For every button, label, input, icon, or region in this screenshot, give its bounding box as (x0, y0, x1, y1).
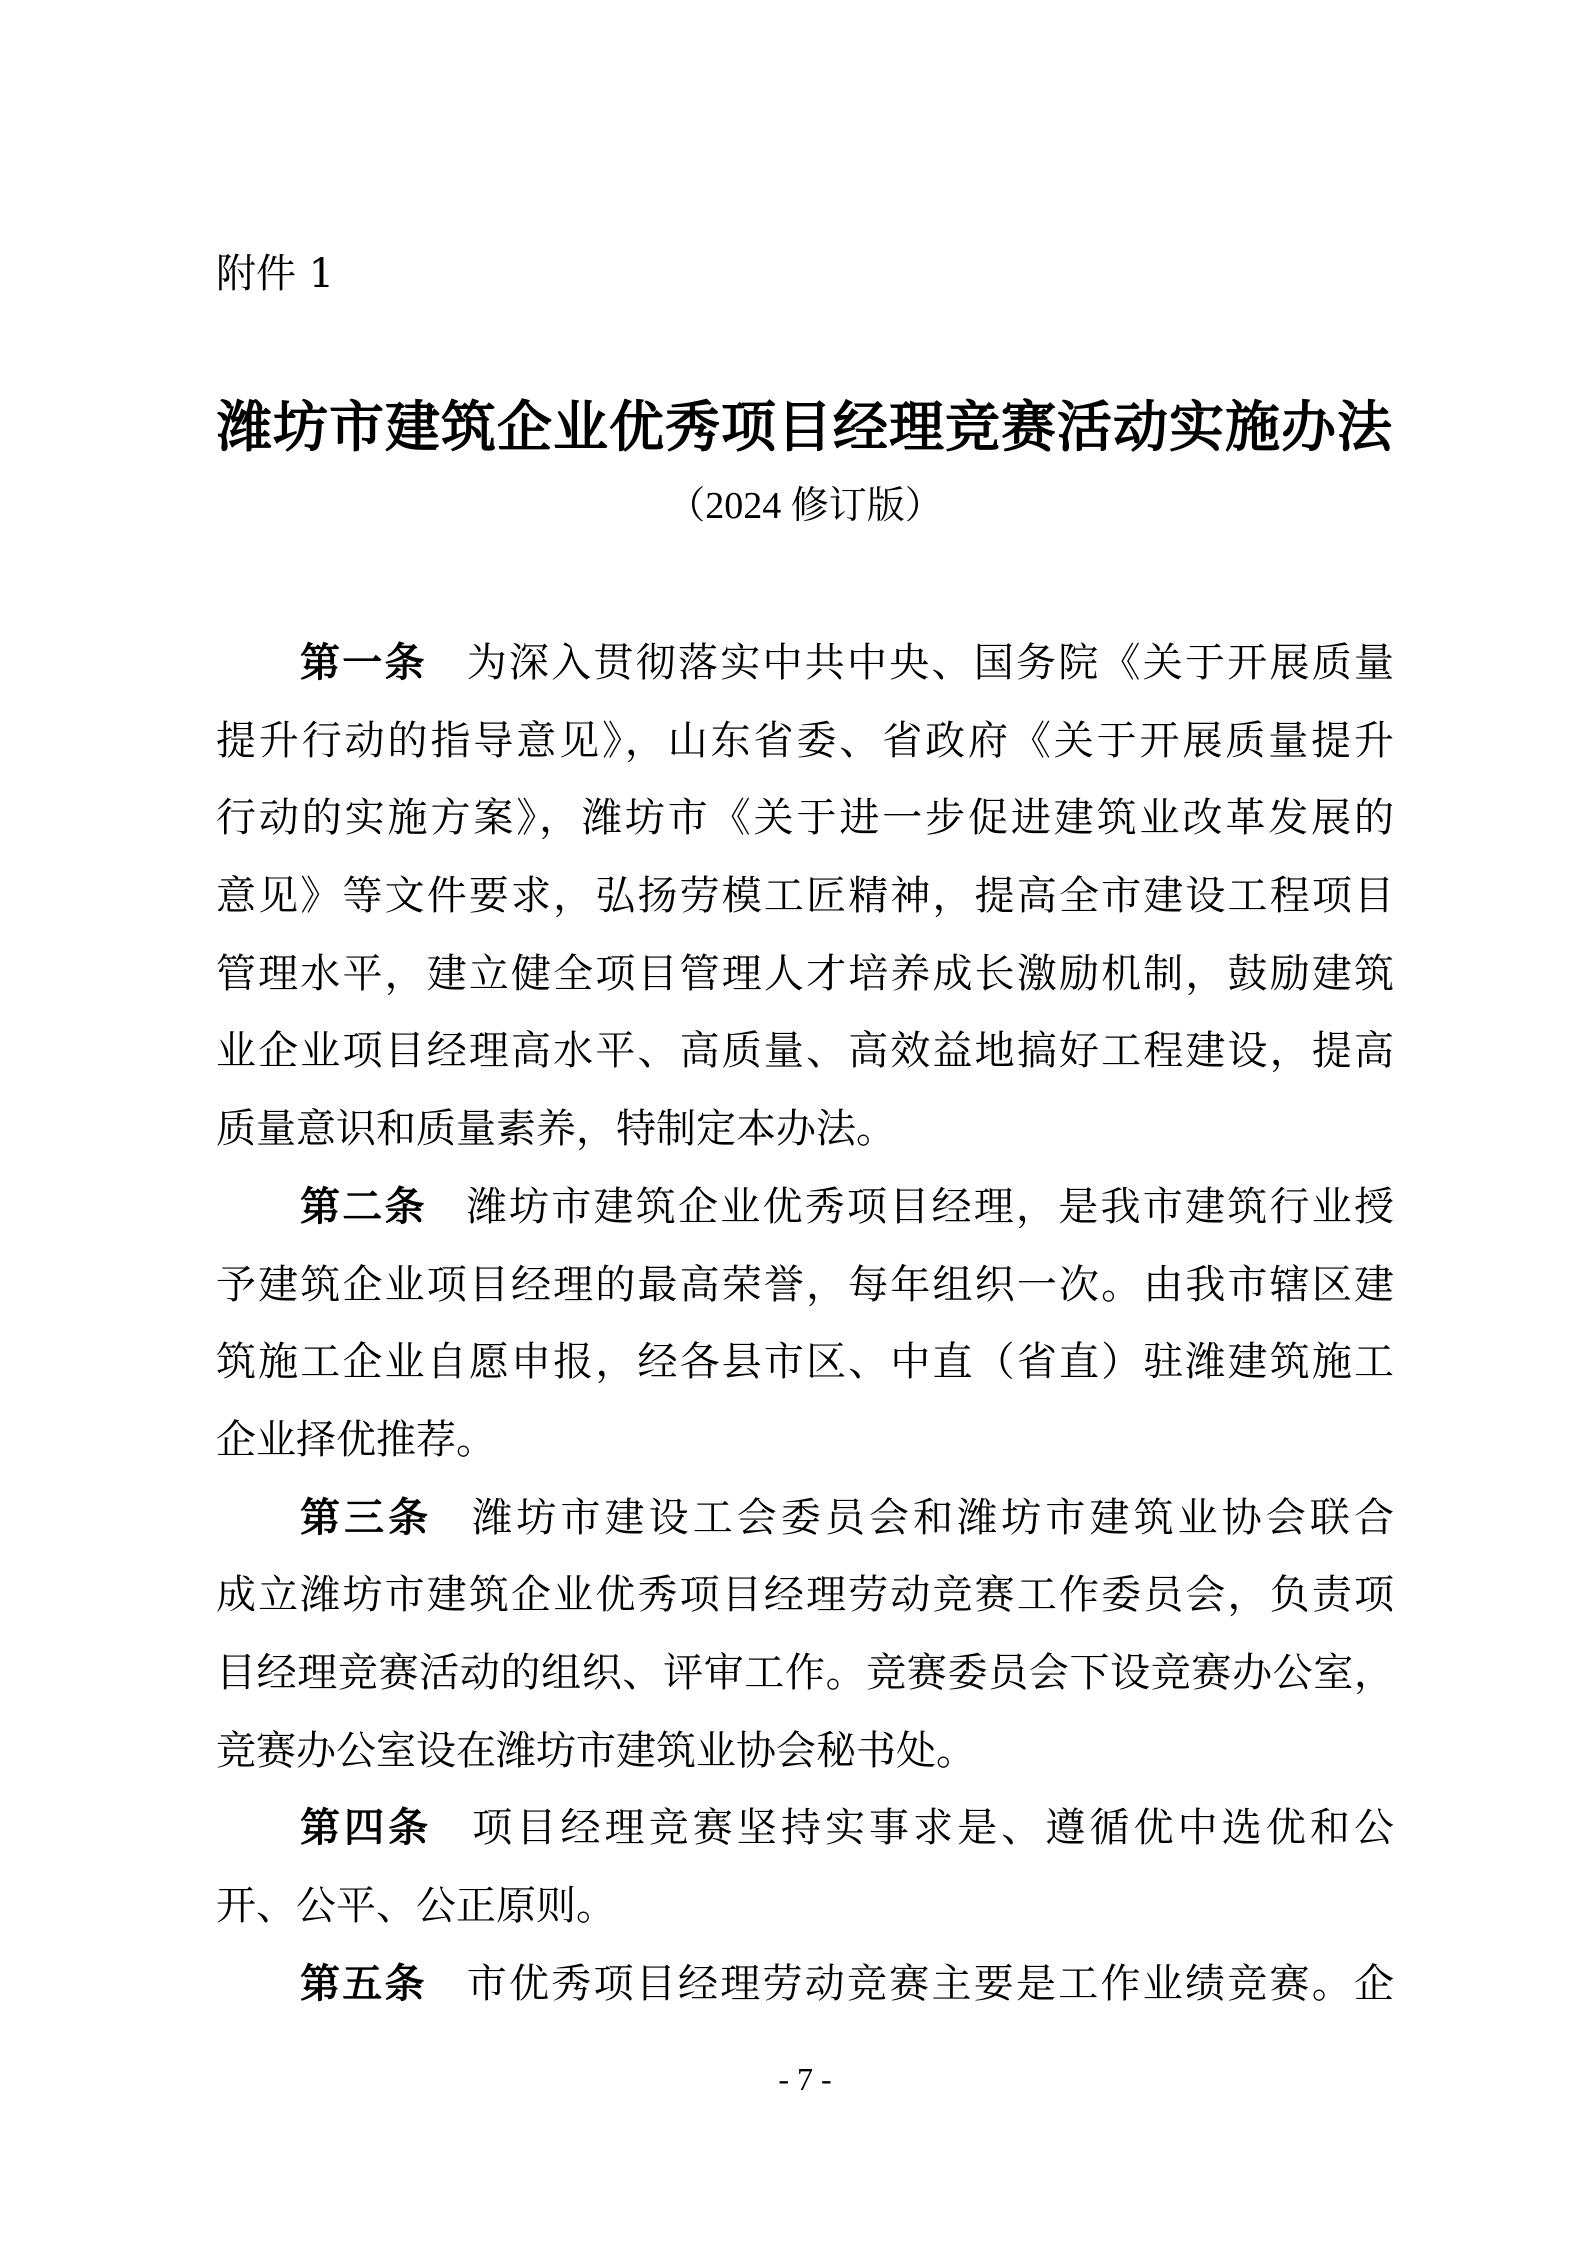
article-2 (216, 1169, 1394, 1480)
article-label: 第三条 (300, 1494, 433, 1541)
article-5 (216, 1946, 1394, 2024)
article-line: 竞赛办公室设在潍坊市建筑业协会秘书处。 (216, 1727, 976, 1774)
article-line: 行动的实施方案》，潍坊市《关于进一步促进建筑业改革发展的 (216, 795, 1394, 842)
article-label: 第五条 (300, 1960, 427, 2007)
article-line (216, 1169, 1394, 1247)
article-line (216, 1946, 1394, 2024)
article-line: 予建筑企业项目经理的最高荣誉，每年组织一次。由我市辖区建 (216, 1261, 1394, 1308)
article-text: 潍坊市建设工会委员会和潍坊市建筑业协会联合 (472, 1494, 1395, 1541)
article-label: 第二条 (300, 1183, 427, 1230)
article-line: 提升行动的指导意见》，山东省委、省政府《关于开展质量提升 (216, 717, 1394, 764)
article-line: 业企业项目经理高水平、高质量、高效益地搞好工程建设，提高 (216, 1028, 1394, 1075)
article-line (216, 1790, 1394, 1868)
document-body (216, 625, 1394, 2023)
article-line: 目经理竞赛活动的组织、评审工作。竞赛委员会下设竞赛办公室， (216, 1649, 1394, 1696)
article-line: 管理水平，建立健全项目管理人才培养成长激励机制，鼓励建筑 (216, 950, 1394, 997)
document-title: 潍坊市建筑企业优秀项目经理竞赛活动实施办法 (216, 394, 1393, 459)
article-line: 筑施工企业自愿申报，经各县市区、中直（省直）驻潍建筑施工 (216, 1339, 1394, 1386)
document-subtitle: （2024 修订版） (667, 485, 943, 527)
page-number: - 7 - (778, 2061, 832, 2097)
article-text: 为深入贯彻落实中共中央、国务院《关于开展质量 (466, 640, 1394, 686)
article-text: 潍坊市建筑企业优秀项目经理，是我市建筑行业授 (466, 1183, 1394, 1230)
article-text: 市优秀项目经理劳动竞赛主要是工作业绩竞赛。企 (466, 1960, 1394, 2007)
article-label: 第一条 (300, 640, 427, 686)
article-4 (216, 1790, 1394, 1945)
article-line (216, 625, 1394, 703)
article-3 (216, 1480, 1394, 1791)
article-line: 成立潍坊市建筑企业优秀项目经理劳动竞赛工作委员会，负责项 (216, 1572, 1394, 1619)
article-line: 开、公平、公正原则。 (216, 1883, 616, 1929)
article-label: 第四条 (300, 1805, 433, 1852)
article-text: 项目经理竞赛坚持实事求是、遵循优中选优和公 (472, 1805, 1395, 1852)
article-line: 质量意识和质量素养，特制定本办法。 (216, 1106, 896, 1153)
attachment-label: 附件 1 (216, 251, 335, 297)
article-1 (216, 625, 1394, 1169)
article-line (216, 1480, 1394, 1558)
article-line: 意见》等文件要求，弘扬劳模工匠精神，提高全市建设工程项目 (216, 873, 1394, 920)
article-line: 企业择优推荐。 (216, 1416, 496, 1463)
